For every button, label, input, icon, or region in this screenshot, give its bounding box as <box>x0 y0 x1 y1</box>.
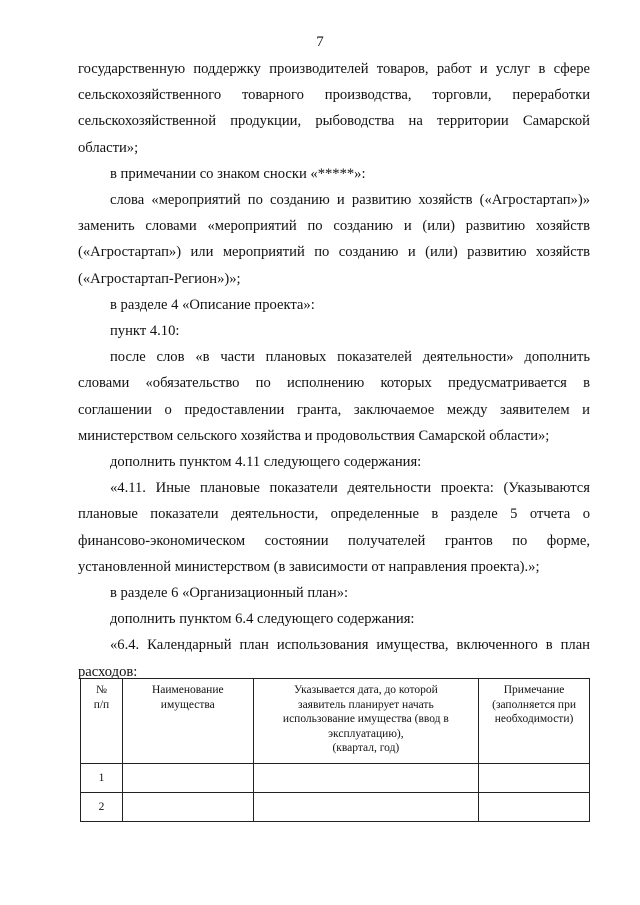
table-row <box>81 793 590 822</box>
paragraph: слова «мероприятий по созданию и развитию хозяйств («Агростартап»)» заменить словами «мероприятий по созданию и (или) развитию хозяйств («Агростартап») или мероприятий по созданию и (или) развитию хозяйств («Агростартап-Регион»)»; <box>78 192 590 287</box>
header-text: Наименование имущества <box>151 684 224 711</box>
paragraph: «4.11. Иные плановые показатели деятельности проекта: (Указываются плановые показатели деятельности, определенные в разделе 5 отчета о финансово-экономическом состоянии получателей грантов по форме, установленной министерством (в зависимости от направления проекта).»; <box>78 480 590 575</box>
table-cell: 2 <box>81 793 123 822</box>
header-text: № п/п <box>93 684 110 711</box>
table-cell <box>479 764 590 793</box>
table-header-row <box>81 679 590 764</box>
document-body <box>78 56 590 685</box>
property-usage-plan-table <box>80 678 590 822</box>
paragraph: в разделе 4 «Описание проекта»: <box>110 296 315 313</box>
column-header-note <box>479 679 590 764</box>
header-text: Указывается дата, до которой заявитель планирует начать использование имущества (ввод в эксплуатацию), (квартал, год) <box>282 684 449 754</box>
table-cell <box>253 793 478 822</box>
paragraph: после слов «в части плановых показателей деятельности» дополнить словами «обязательство по исполнению которых предусматривается в соглашении о предоставлении гранта, заключаемое между заявителем и министерством сельского хозяйства и продовольствия Самарской области»; <box>78 349 590 444</box>
table-cell <box>122 764 253 793</box>
paragraph: государственную поддержку производителей товаров, работ и услуг в сфере сельскохозяйственного товарного производства, торговли, переработки сельскохозяйственной продукции, рыбоводства на территории Самарской области»; <box>78 61 590 156</box>
table-cell <box>479 793 590 822</box>
paragraph: в разделе 6 «Организационный план»: <box>110 585 349 602</box>
paragraph: пункт 4.10: <box>110 323 180 340</box>
paragraph: «6.4. Календарный план использования имущества, включенного в план расходов: <box>78 637 590 680</box>
header-text: Примечание (заполняется при необходимости) <box>492 684 576 725</box>
table-cell <box>122 793 253 822</box>
paragraph: дополнить пунктом 6.4 следующего содержания: <box>110 611 415 628</box>
table-row <box>81 764 590 793</box>
table-cell: 1 <box>81 764 123 793</box>
page-number: 7 <box>316 34 324 50</box>
paragraph: дополнить пунктом 4.11 следующего содержания: <box>110 454 422 471</box>
column-header-usage-date <box>253 679 478 764</box>
table-cell <box>253 764 478 793</box>
column-header-number <box>81 679 123 764</box>
column-header-property-name <box>122 679 253 764</box>
paragraph: в примечании со знаком сноски «*****»: <box>110 165 366 182</box>
